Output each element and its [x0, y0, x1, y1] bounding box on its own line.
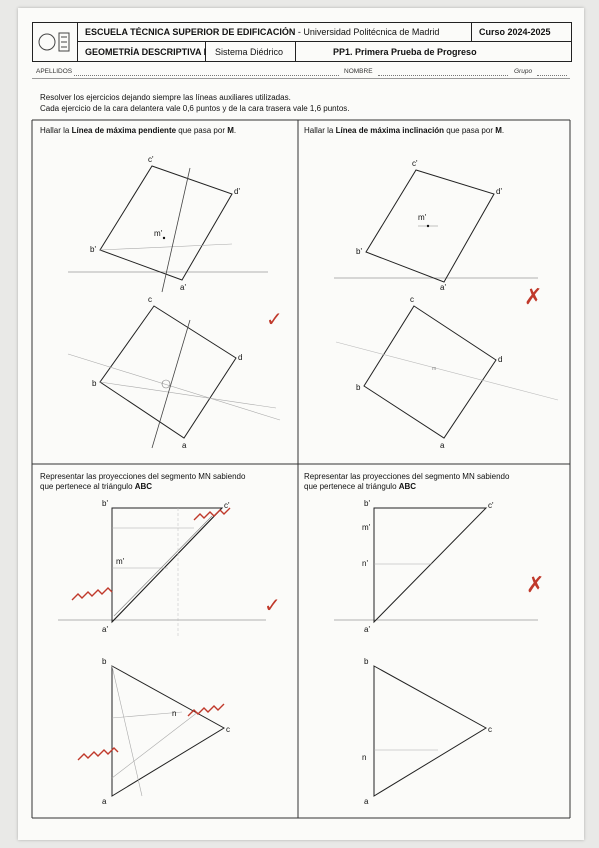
- point-b1: b': [90, 245, 96, 254]
- point-c1-q2: c': [412, 159, 418, 168]
- point-a1-q2: a': [440, 283, 446, 292]
- point-d1-q2: d': [496, 187, 502, 196]
- point-c: c: [148, 295, 152, 304]
- surname-label: APELLIDOS: [36, 68, 73, 75]
- university-name: - Universidad Politécnica de Madrid: [295, 27, 440, 37]
- point-c-q4: c: [488, 725, 492, 734]
- exercise-drawings: [18, 8, 584, 840]
- point-a1-q3: a': [102, 625, 108, 634]
- point-b-q2: b: [356, 383, 361, 392]
- point-n1-q4: n': [362, 559, 368, 568]
- point-n-q4: n: [362, 753, 367, 762]
- point-a: a: [182, 441, 187, 450]
- point-a1-q4: a': [364, 625, 370, 634]
- point-d-q2: d: [498, 355, 503, 364]
- grade-mark-1: ✓: [266, 307, 283, 331]
- point-b-q4: b: [364, 657, 369, 666]
- grade-mark-2: ✗: [524, 285, 543, 310]
- exam-sheet: [18, 8, 584, 840]
- point-n-q3: n: [172, 709, 177, 718]
- point-c1-q3: c': [224, 501, 230, 510]
- point-a-q2: a: [440, 441, 445, 450]
- svg-text:m: m: [432, 366, 437, 372]
- point-a-q3: a: [102, 797, 107, 806]
- group-label: Grupo: [514, 68, 533, 75]
- point-c-q3: c: [226, 725, 230, 734]
- grade-mark-3: ✓: [264, 593, 281, 617]
- point-c-q2: c: [410, 295, 414, 304]
- point-m1-q2: m': [418, 213, 427, 222]
- point-a-q4: a: [364, 797, 369, 806]
- point-a1: a': [180, 283, 186, 292]
- name-label: NOMBRE: [344, 68, 373, 75]
- point-b1-q3: b': [102, 499, 108, 508]
- point-b1-q4: b': [364, 499, 370, 508]
- point-m1-q3: m': [116, 557, 125, 566]
- exercise-1-title: Hallar la Línea de máxima pendiente que pasa por M.: [40, 126, 237, 135]
- system-name: Sistema Diédrico: [215, 47, 284, 57]
- point-m1-q4: m': [362, 523, 371, 532]
- subject-name: GEOMETRÍA DESCRIPTIVA I: [85, 47, 207, 57]
- point-b1-q2: b': [356, 247, 362, 256]
- point-d1: d': [234, 187, 240, 196]
- exercise-1-drawing: [68, 155, 283, 450]
- point-c1: c': [148, 155, 154, 164]
- point-b-q3: b: [102, 657, 107, 666]
- school-name-text: ESCUELA TÉCNICA SUPERIOR DE EDIFICACIÓN: [85, 27, 296, 37]
- exercise-4-drawing: [334, 499, 544, 806]
- point-c1-q4: c': [488, 501, 494, 510]
- point-d: d: [238, 353, 243, 362]
- point-b: b: [92, 379, 97, 388]
- point-m1: m': [154, 229, 163, 238]
- course-year: Curso 2024-2025: [479, 27, 551, 37]
- exercise-2-drawing: [334, 159, 558, 450]
- exercise-3-title: Representar las proyecciones del segmento MN sabiendo que pertenece al triángulo ABC: [40, 472, 246, 491]
- exercise-4-title: Representar las proyecciones del segmento MN sabiendo que pertenece al triángulo ABC: [304, 472, 510, 491]
- exercise-3-drawing: [58, 499, 281, 806]
- test-name: PP1. Primera Prueba de Progreso: [333, 47, 477, 57]
- grade-mark-4: ✗: [526, 573, 545, 598]
- instruction-line-1: Resolver los ejercicios dejando siempre las líneas auxiliares utilizadas.: [40, 93, 291, 102]
- instruction-line-2: Cada ejercicio de la cara delantera vale 0,6 puntos y de la cara trasera vale 1,6 puntos.: [40, 104, 350, 113]
- exercise-2-title: Hallar la Línea de máxima inclinación que pasa por M.: [304, 126, 505, 135]
